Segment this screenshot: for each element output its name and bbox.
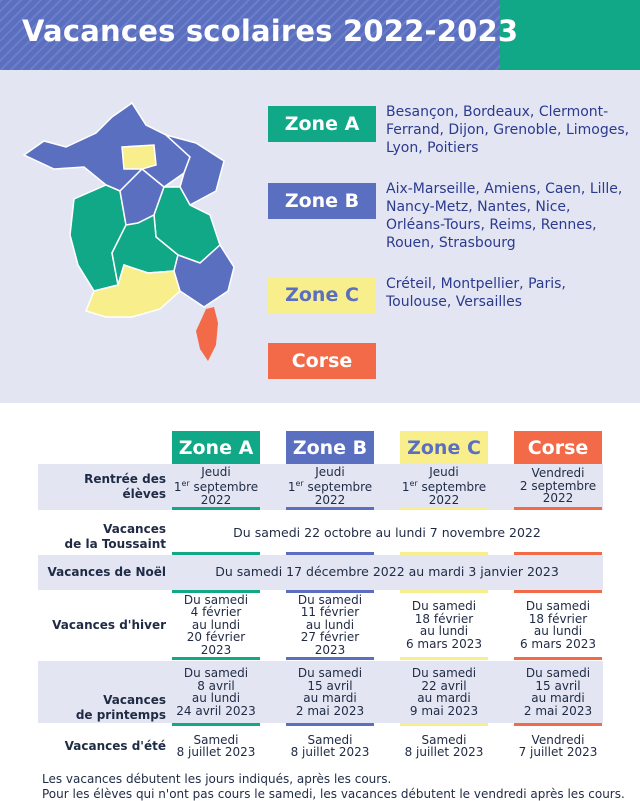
cell-line: 2 mai 2023 [523,703,593,718]
cell-line: Du samedi [183,592,249,607]
underline-zone-c [400,590,488,593]
column-head-zone-b: Zone B [286,431,374,465]
cell-line: Du samedi [297,592,363,607]
header [0,0,640,70]
zone-c-badge: Zone C [268,277,376,313]
cell-line: 18 février [414,611,474,626]
france-zone-map [14,95,244,365]
row-label-ete: Vacances d'été [64,738,166,753]
cell-noel-all-zones: Du samedi 17 décembre 2022 au mardi 3 janvier 2023 [215,564,559,579]
row-label-toussaint [38,514,166,552]
column-head-zone-a: Zone A [172,431,260,465]
cell-line: au lundi [305,617,355,632]
cell-line: 2 septembre [519,478,597,493]
column-head-zone-c: Zone C [400,431,488,465]
cell-line: 24 avril 2023 [176,703,256,718]
cell-line: 4 février [190,605,242,620]
map-region-corse [196,307,218,361]
header-accent [500,0,640,70]
cell-line: au lundi [191,617,241,632]
underline-zone-b [286,657,374,660]
cell-line: 2022 [428,492,460,507]
underline-zone-a [172,723,260,726]
cell-line: 18 février [528,611,588,626]
cell-line: 6 mars 2023 [519,636,597,651]
cell-line: 9 mai 2023 [409,703,479,718]
row-label-line: de la Toussaint [64,537,166,551]
zone-a-badge: Zone A [268,106,376,142]
cell-rentree-zone-a [170,466,262,506]
map-region-zone-b-northwest [24,103,190,191]
cell-rentree-zone-b [284,466,376,506]
cell-line: Vendredi [531,466,585,481]
cell-printemps-zone-b [284,665,376,719]
cell-rentree-corse [512,466,604,506]
cell-line: 11 février [300,605,360,620]
cell-line: Jeudi [315,464,345,479]
cell-ete-corse [512,730,604,762]
cell-line: Du samedi [411,599,477,613]
cell-rentree-zone-c [398,466,490,506]
cell-toussaint-all-zones: Du samedi 22 octobre au lundi 7 novembre 2022 [233,524,541,540]
zone-b-badge: Zone B [268,183,376,219]
cell-line: 15 avril [307,678,353,693]
map-region-zone-c-paris [122,145,156,169]
cell-hiver-corse [512,598,604,652]
cell-line: 1er septembre [287,479,373,495]
cell-printemps-zone-c [398,665,490,719]
cell-ete-zone-b [284,730,376,762]
cell-line: au mardi [417,691,471,705]
cell-printemps-corse [512,665,604,719]
row-label-line: Vacances [103,693,166,707]
underline-corse [514,723,602,726]
cell-line: 8 avril [197,678,235,693]
cell-line: Samedi [307,732,353,747]
underline-zone-c [400,723,488,726]
cell-line: 2 mai 2023 [295,703,365,718]
cell-line: 2022 [542,491,574,506]
row-label-hiver: Vacances d'hiver [52,617,166,632]
cell-line: 6 mars 2023 [405,636,483,651]
footnote: Pour les élèves qui n'ont pas cours le samedi, les vacances débutent le vendredi après les cours. [42,787,625,801]
cell-line: 7 juillet 2023 [518,745,598,759]
cell-printemps-zone-a [170,665,262,719]
cell-ete-zone-a [170,730,262,762]
zone-c-cities: Créteil, Montpellier, Paris, Toulouse, Versailles [386,276,566,310]
cell-line: Du samedi [183,666,249,680]
cell-line: Du samedi [411,666,477,680]
underline-zone-b [286,507,374,510]
underline-corse [514,657,602,660]
page-title: Vacances scolaires 2022-2023 [22,14,519,48]
cell-line: Samedi [421,732,467,747]
underline-corse [514,507,602,510]
cell-line: au lundi [191,691,241,705]
cell-line: 2022 [314,492,346,507]
cell-line: au lundi [419,624,469,638]
row-label-rentree: Rentrée des élèves [84,472,166,501]
cell-line: Vendredi [531,732,585,747]
cell-line: au mardi [531,691,585,705]
underline-corse [514,590,602,593]
cell-line: Jeudi [201,464,231,479]
cell-line: 8 juillet 2023 [290,745,370,759]
row-label-noel: Vacances de Noël [47,565,166,579]
cell-line: au lundi [533,624,583,638]
cell-hiver-zone-a [170,592,262,657]
cell-line: 22 avril [421,678,467,693]
underline-zone-a [172,507,260,510]
cell-line: Du samedi [525,666,591,680]
cell-line: 8 juillet 2023 [176,745,256,759]
underline-zone-c [400,507,488,510]
cell-line: 27 février 2023 [300,630,360,657]
cell-hiver-zone-b [284,592,376,657]
footnote: Les vacances débutent les jours indiqués, après les cours. [42,772,392,786]
zone-a-cities: Besançon, Bordeaux, Clermont-Ferrand, Dijon, Grenoble, Limoges, Lyon, Poitiers [386,104,630,156]
cell-line: au mardi [303,691,357,705]
cell-line: Du samedi [297,666,363,680]
cell-line: 1er septembre [173,479,259,495]
corse-badge: Corse [268,343,376,379]
row-label-printemps [38,661,166,723]
underline-zone-a [172,657,260,660]
cell-line: Du samedi [525,599,591,613]
cell-hiver-zone-c [398,598,490,652]
cell-line: 2022 [200,492,232,507]
cell-line: Jeudi [429,464,459,479]
cell-line: 8 juillet 2023 [404,745,484,759]
column-head-corse: Corse [514,431,602,465]
cell-line: Samedi [193,732,239,747]
underline-zone-b [286,723,374,726]
row-label-line: de printemps [75,708,166,722]
row-label-line: Vacances [103,522,166,536]
cell-ete-zone-c [398,730,490,762]
cell-line: 15 avril [535,678,581,693]
cell-line: 20 février 2023 [186,630,246,657]
zone-b-cities: Aix-Marseille, Amiens, Caen, Lille, Nancy-Metz, Nantes, Nice, Orléans-Tours, Reims, Rennes, Rouen, Strasbourg [386,181,623,251]
cell-line: 1er septembre [401,479,487,495]
underline-zone-c [400,657,488,660]
